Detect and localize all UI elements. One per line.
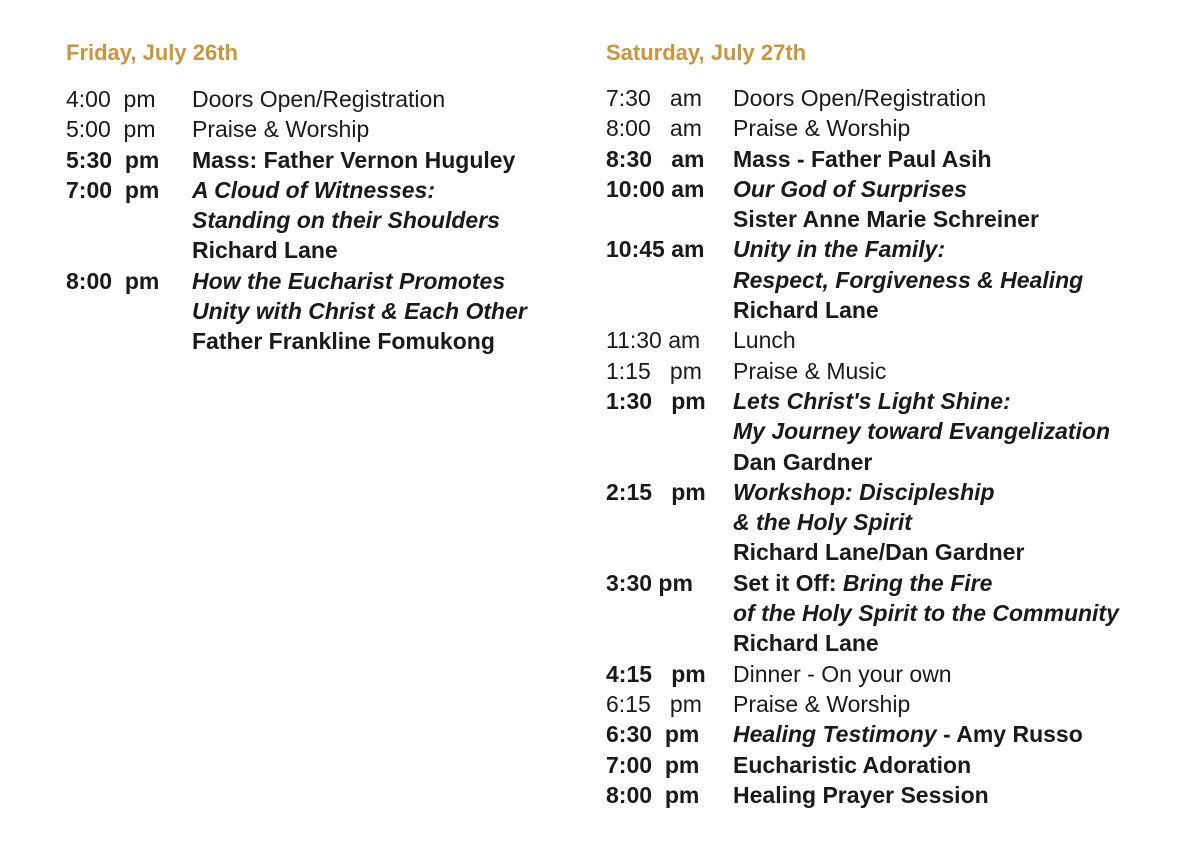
description-text: Praise & Worship bbox=[192, 116, 370, 143]
description-text: Richard Lane bbox=[733, 297, 879, 324]
description-line bbox=[733, 568, 1186, 598]
description-text: Standing on their Shoulders bbox=[192, 207, 500, 234]
friday-heading: Friday, July 26th bbox=[66, 40, 238, 65]
friday-rows bbox=[66, 84, 566, 357]
schedule-description bbox=[733, 174, 1186, 235]
schedule-description bbox=[192, 145, 566, 175]
description-text: Workshop: Discipleship bbox=[733, 478, 995, 505]
schedule-time: 8:00 pm bbox=[606, 781, 700, 808]
schedule-row bbox=[606, 386, 1186, 477]
saturday-heading: Saturday, July 27th bbox=[606, 40, 807, 65]
description-line bbox=[733, 780, 1186, 810]
description-line bbox=[192, 205, 566, 235]
description-text: Richard Lane bbox=[733, 630, 879, 657]
schedule-description bbox=[733, 719, 1186, 749]
schedule-description bbox=[733, 689, 1186, 719]
schedule-time: 4:00 pm bbox=[66, 86, 156, 112]
schedule-time: 5:30 pm bbox=[66, 146, 160, 173]
schedule-description bbox=[733, 144, 1186, 174]
description-line bbox=[733, 83, 1186, 113]
schedule-row bbox=[606, 750, 1186, 780]
description-line bbox=[192, 84, 566, 114]
schedule-row bbox=[606, 659, 1186, 689]
description-line bbox=[192, 114, 566, 144]
description-text: Dinner - On your own bbox=[733, 660, 952, 687]
description-text: Father Frankline Fomukong bbox=[192, 328, 495, 355]
description-line bbox=[733, 113, 1186, 143]
description-line bbox=[733, 689, 1186, 719]
schedule-row bbox=[66, 84, 566, 114]
description-text: Dan Gardner bbox=[733, 448, 873, 475]
schedule-time: 6:15 pm bbox=[606, 690, 702, 717]
description-text: Praise & Music bbox=[733, 357, 887, 384]
schedule-time: 8:00 am bbox=[606, 115, 702, 142]
description-text: of the Holy Spirit to the Community bbox=[733, 600, 1119, 627]
schedule-time: 7:30 am bbox=[606, 85, 702, 111]
schedule-row bbox=[66, 175, 566, 266]
schedule-description bbox=[192, 175, 566, 266]
schedule-time: 1:15 pm bbox=[606, 357, 702, 384]
schedule-row bbox=[606, 113, 1186, 143]
description-text: Eucharistic Adoration bbox=[733, 751, 972, 778]
schedule-row bbox=[66, 145, 566, 175]
friday-schedule bbox=[66, 38, 566, 357]
saturday-rows bbox=[606, 83, 1186, 810]
schedule-description bbox=[733, 83, 1186, 113]
schedule-time: 7:00 pm bbox=[606, 751, 700, 778]
description-text: Mass: Father Vernon Huguley bbox=[192, 146, 516, 173]
description-line bbox=[733, 598, 1186, 628]
schedule-time: 8:00 pm bbox=[66, 267, 160, 294]
description-text: How the Eucharist Promotes bbox=[192, 267, 506, 294]
schedule-description bbox=[733, 780, 1186, 810]
description-text: Mass - Father Paul Asih bbox=[733, 145, 992, 172]
description-text: Unity in the Family: bbox=[733, 236, 946, 263]
schedule-description bbox=[733, 477, 1186, 568]
description-line bbox=[733, 416, 1186, 446]
description-line bbox=[733, 659, 1186, 689]
schedule-description bbox=[733, 750, 1186, 780]
description-text: - Amy Russo bbox=[936, 721, 1083, 748]
description-text: Sister Anne Marie Schreiner bbox=[733, 206, 1039, 233]
schedule-row bbox=[606, 234, 1186, 325]
schedule-row bbox=[606, 174, 1186, 235]
description-line bbox=[192, 175, 566, 205]
schedule-time: 10:00 am bbox=[606, 175, 705, 202]
schedule-row bbox=[606, 719, 1186, 749]
description-text: Set it Off: bbox=[733, 569, 843, 596]
schedule-time: 6:30 pm bbox=[606, 721, 700, 748]
schedule-time: 3:30 pm bbox=[606, 569, 693, 596]
description-line bbox=[733, 204, 1186, 234]
schedule-row bbox=[66, 266, 566, 357]
description-text: My Journey toward Evangelization bbox=[733, 418, 1111, 445]
description-line bbox=[733, 325, 1186, 355]
description-line bbox=[733, 386, 1186, 416]
schedule-row bbox=[606, 325, 1186, 355]
description-line bbox=[733, 144, 1186, 174]
schedule-description bbox=[733, 568, 1186, 659]
description-text: Unity with Christ & Each Other bbox=[192, 298, 527, 325]
schedule-description bbox=[192, 266, 566, 357]
schedule-description bbox=[733, 386, 1186, 477]
description-text: Richard Lane/Dan Gardner bbox=[733, 539, 1025, 566]
schedule-time: 5:00 pm bbox=[66, 116, 156, 143]
description-line bbox=[733, 507, 1186, 537]
description-text: Healing Prayer Session bbox=[733, 781, 989, 808]
description-line bbox=[733, 719, 1186, 749]
description-line bbox=[733, 477, 1186, 507]
schedule-description bbox=[733, 113, 1186, 143]
description-text: Praise & Worship bbox=[733, 690, 911, 717]
description-line bbox=[733, 265, 1186, 295]
saturday-schedule bbox=[606, 38, 1186, 810]
schedule-time: 2:15 pm bbox=[606, 478, 706, 505]
schedule-description bbox=[733, 659, 1186, 689]
schedule-row bbox=[606, 568, 1186, 659]
description-line bbox=[733, 537, 1186, 567]
description-text: Doors Open/Registration bbox=[733, 85, 987, 111]
description-line bbox=[733, 628, 1186, 658]
description-line bbox=[192, 266, 566, 296]
schedule-description bbox=[192, 84, 566, 114]
description-line bbox=[192, 235, 566, 265]
description-line bbox=[733, 295, 1186, 325]
description-text: Bring the Fire bbox=[842, 569, 993, 596]
description-line bbox=[733, 356, 1186, 386]
schedule-description bbox=[733, 234, 1186, 325]
description-text: Doors Open/Registration bbox=[192, 86, 446, 112]
description-line bbox=[733, 447, 1186, 477]
description-line bbox=[733, 750, 1186, 780]
schedule-row bbox=[606, 356, 1186, 386]
schedule-time: 7:00 pm bbox=[66, 176, 160, 203]
description-text: Respect, Forgiveness & Healing bbox=[733, 266, 1084, 293]
schedule-row bbox=[606, 83, 1186, 113]
schedule-description bbox=[733, 325, 1186, 355]
schedule-description bbox=[192, 114, 566, 144]
description-text: A Cloud of Witnesses: bbox=[192, 176, 436, 203]
description-line bbox=[192, 296, 566, 326]
description-text: Lets Christ's Light Shine: bbox=[733, 387, 1011, 414]
schedule-time: 10:45 am bbox=[606, 236, 705, 263]
schedule-row bbox=[606, 780, 1186, 810]
description-text: & the Holy Spirit bbox=[733, 509, 912, 536]
schedule-time: 11:30 am bbox=[606, 327, 701, 354]
schedule-time: 1:30 pm bbox=[606, 387, 706, 414]
description-text: Praise & Worship bbox=[733, 115, 911, 142]
schedule-row bbox=[606, 477, 1186, 568]
description-line bbox=[733, 234, 1186, 264]
description-line bbox=[192, 145, 566, 175]
description-line bbox=[733, 174, 1186, 204]
schedule-row bbox=[66, 114, 566, 144]
description-text: Our God of Surprises bbox=[733, 175, 967, 202]
description-line bbox=[192, 326, 566, 356]
schedule-row bbox=[606, 144, 1186, 174]
schedule-time: 8:30 am bbox=[606, 145, 705, 172]
schedule-time: 4:15 pm bbox=[606, 660, 706, 687]
schedule-description bbox=[733, 356, 1186, 386]
description-text: Richard Lane bbox=[192, 237, 338, 264]
schedule-row bbox=[606, 689, 1186, 719]
description-text: Healing Testimony bbox=[733, 721, 937, 748]
description-text: Lunch bbox=[733, 327, 796, 354]
